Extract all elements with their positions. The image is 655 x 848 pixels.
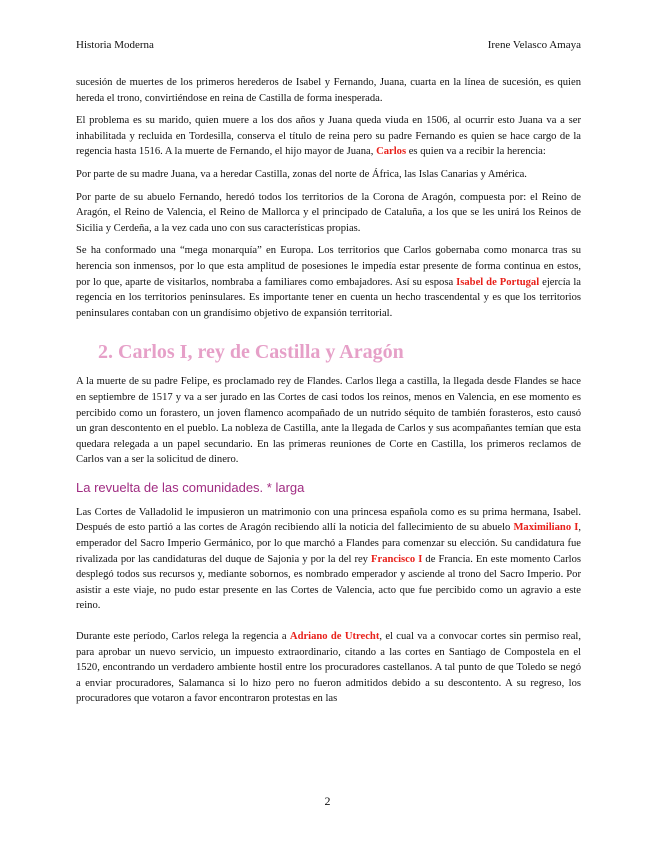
highlighted-name: Isabel de Portugal [456, 276, 540, 288]
page-header [76, 38, 581, 52]
document-body [76, 75, 581, 714]
paragraph: El problema es su marido, quien muere a los dos años y Juana queda viuda en 1506, al ocurrir esto Juana va a ser inhabilitada y recluida en Tordesilla, conserva el título de reina pero su padre Fernando es quien se hace cargo de la regencia hasta 1516. A la muerte de Fernando, el hijo mayor de Juana, Carlos es quien va a recibir la herencia: [76, 115, 581, 158]
paragraph: Se ha conformado una “mega monarquía” en Europa. Los territorios que Carlos gobernaba como monarca tras su herencia son inmensos, por lo que esta amplitud de posesiones le impedía estar presente de forma continua en estos, por lo que, aparte de visitarlos, nombraba a familiares como embajadores. Así su esposa Isabel de Portugal ejercía la regencia en los territorios peninsulares. Es importante tener en cuenta un hecho trascendental y es que los territorios peninsulares contaban con un grandísimo objetivo de expansión territorial. [76, 245, 581, 319]
header-course-title: Historia Moderna [76, 39, 154, 51]
page-number: 2 [324, 794, 331, 808]
section-heading: 2. Carlos I, rey de Castilla y Aragón [98, 341, 404, 364]
highlighted-name: Adriano de Utrecht [289, 631, 380, 643]
paragraph: Durante este período, Carlos relega la regencia a Adriano de Utrecht, el cual va a convocar cortes sin permiso real, para aprobar un nuevo servicio, un impuesto extraordinario, citando a las cortes en Santiago de Compostela en el 1520, encontrando un verdadero ambiente hostil entre los procuradores castellanos. A tal punto de que Toledo se negó a enviar procuradores, Salamanca si lo hizo pero no fueron admitidos debido a su descontento. A su regreso, los procuradores que votaron a favor encontraron protestas en las [76, 631, 581, 705]
paragraph: sucesión de muertes de los primeros herederos de Isabel y Fernando, Juana, cuarta en la línea de sucesión, es quien hereda el trono, convirtiéndose en reina de Castilla de forma inesperada. [76, 77, 581, 104]
subsection-heading: La revuelta de las comunidades. * larga [76, 479, 305, 495]
paragraph: Por parte de su madre Juana, va a heredar Castilla, zonas del norte de África, las Islas Canarias y América. [76, 168, 527, 180]
spacer [76, 621, 581, 629]
highlighted-name: Francisco I [371, 553, 423, 565]
highlighted-name: Maximiliano I [513, 522, 579, 534]
paragraph: A la muerte de su padre Felipe, es proclamado rey de Flandes. Carlos llega a castilla, la llegada desde Flandes se hace en septiembre de 1517 y va a ser jurado en las Cortes de casi todos los reinos, menos en Valencia, en ese momento es percibido como un forastero, un joven flamenco acompañado de un nutrido séquito de también forasteros, esto causó un gran descontento en el pueblo. La nobleza de Castilla, ante la llegada de Carlos y sus acompañantes temían que esta quedara relegada a un papel secundario. En las primeras reuniones de Corte en Castilla, los primeros reclamos de Carlos van a ser la solicitud de dinero. [76, 376, 581, 466]
paragraph: Por parte de su abuelo Fernando, heredó todos los territorios de la Corona de Aragón, compuesta por: el Reino de Aragón, el Reino de Valencia, el Reino de Mallorca y el principado de Cataluña, a los que se les unirá los Reinos de Sicilia y Cerdeña, a la vez cada uno con sus características propias. [76, 191, 581, 234]
header-author: Irene Velasco Amaya [487, 39, 581, 51]
paragraph: Las Cortes de Valladolid le impusieron un matrimonio con una princesa española como es su prima hermana, Isabel. Después de esto partió a las cortes de Aragón recibiendo allí la noticia del fallecimiento de su abuelo Maximiliano I, emperador del Sacro Imperio Germánico, por lo que marchó a Flandes para comenzar su elección. Su candidatura fue rivalizada por las candidaturas del duque de Sajonia y por la del rey Francisco I de Francia. En este momento Carlos desplegó todos sus recursos y, mediante sobornos, es nombrado emperador y asciende al trono del Sacro Imperio. Por asistir a este viaje, no pudo estar presente en las Cortes de Valencia, acto que fue percibido como un agravio a este reino. [76, 506, 581, 612]
highlighted-name: Carlos [376, 146, 407, 158]
